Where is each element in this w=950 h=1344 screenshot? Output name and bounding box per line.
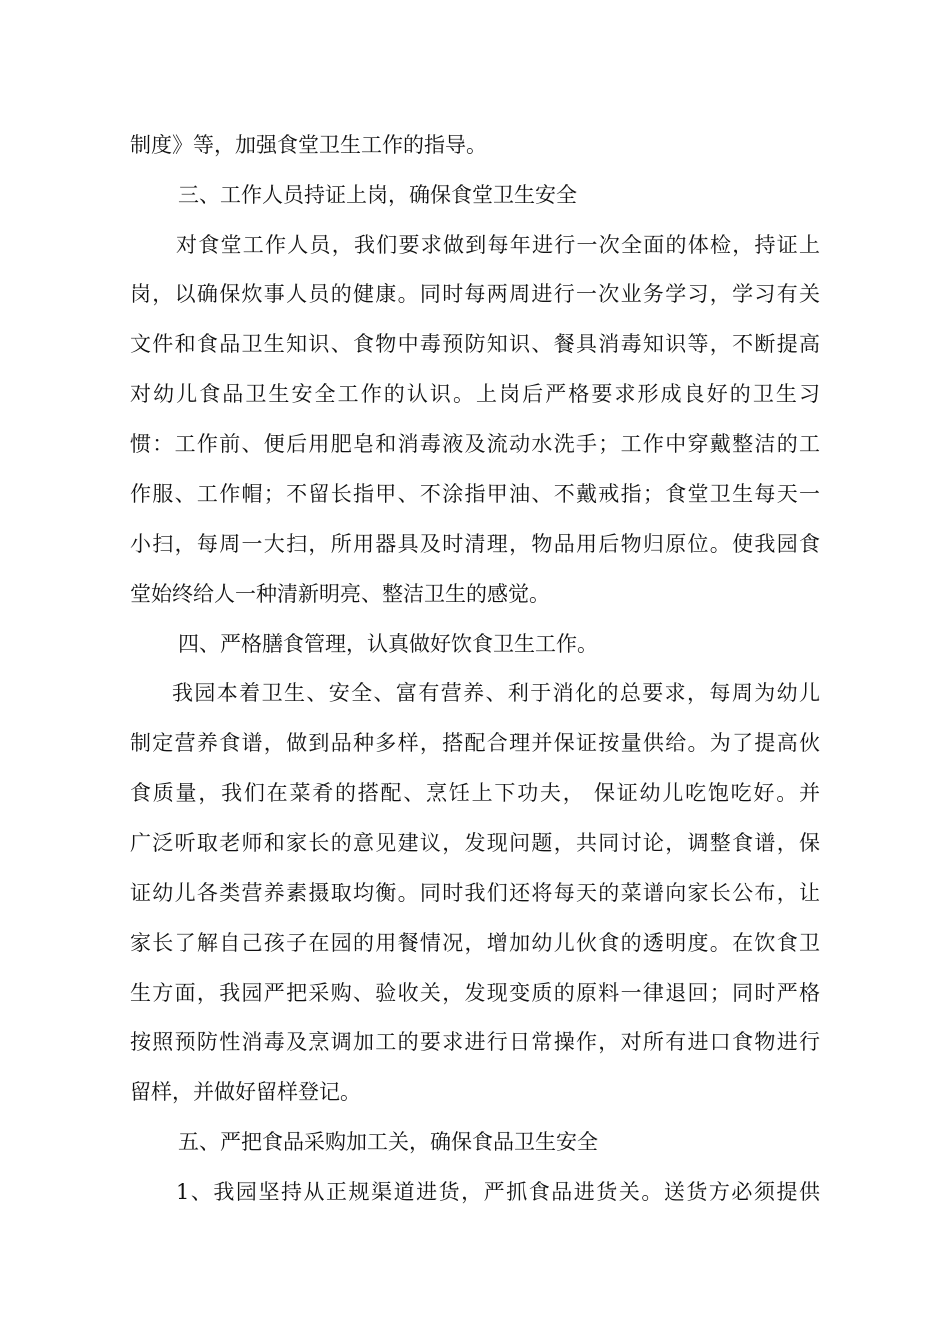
paragraph-line: 证幼儿各类营养素摄取均衡。同时我们还将每天的菜谱向家长公布，让	[130, 881, 820, 905]
paragraph-line: 岗，以确保炊事人员的健康。同时每两周进行一次业务学习，学习有关	[130, 282, 820, 306]
paragraph-line: 食质量，我们在菜肴的搭配、烹饪上下功夫， 保证幼儿吃饱吃好。并	[130, 781, 820, 805]
paragraph-line: 制度》等，加强食堂卫生工作的指导。	[130, 133, 487, 157]
paragraph-line: 作服、工作帽；不留长指甲、不涂指甲油、不戴戒指；食堂卫生每天一	[130, 482, 820, 506]
paragraph-line: 小扫，每周一大扫，所用器具及时清理，物品用后物归原位。使我园食	[130, 532, 820, 556]
paragraph-line: 按照预防性消毒及烹调加工的要求进行日常操作，对所有进口食物进行	[130, 1030, 820, 1054]
paragraph-line: 惯：工作前、便后用肥皂和消毒液及流动水洗手；工作中穿戴整洁的工	[130, 432, 820, 456]
paragraph-line: 留样，并做好留样登记。	[130, 1080, 361, 1104]
section-heading-three: 三、工作人员持证上岗，确保食堂卫生安全	[178, 183, 577, 207]
section-heading-five: 五、严把食品采购加工关，确保食品卫生安全	[178, 1130, 598, 1154]
paragraph-line: 1、我园坚持从正规渠道进货，严抓食品进货关。送货方必须提供	[176, 1180, 820, 1204]
paragraph-line: 生方面，我园严把采购、验收关，发现变质的原料一律退回；同时严格	[130, 981, 820, 1005]
paragraph-line: 文件和食品卫生知识、食物中毒预防知识、餐具消毒知识等，不断提高	[130, 332, 820, 356]
paragraph-line: 对食堂工作人员，我们要求做到每年进行一次全面的体检，持证上	[176, 233, 820, 257]
paragraph-line: 制定营养食谱，做到品种多样，搭配合理并保证按量供给。为了提高伙	[130, 731, 820, 755]
paragraph-line: 广泛听取老师和家长的意见建议，发现问题，共同讨论，调整食谱，保	[130, 831, 820, 855]
paragraph-line: 我园本着卫生、安全、富有营养、利于消化的总要求，每周为幼儿	[172, 681, 820, 705]
paragraph-line: 对幼儿食品卫生安全工作的认识。上岗后严格要求形成良好的卫生习	[130, 382, 820, 406]
paragraph-line: 堂始终给人一种清新明亮、整洁卫生的感觉。	[130, 582, 550, 606]
section-heading-four: 四、严格膳食管理，认真做好饮食卫生工作。	[178, 632, 598, 656]
paragraph-line: 家长了解自己孩子在园的用餐情况，增加幼儿伙食的透明度。在饮食卫	[130, 931, 820, 955]
